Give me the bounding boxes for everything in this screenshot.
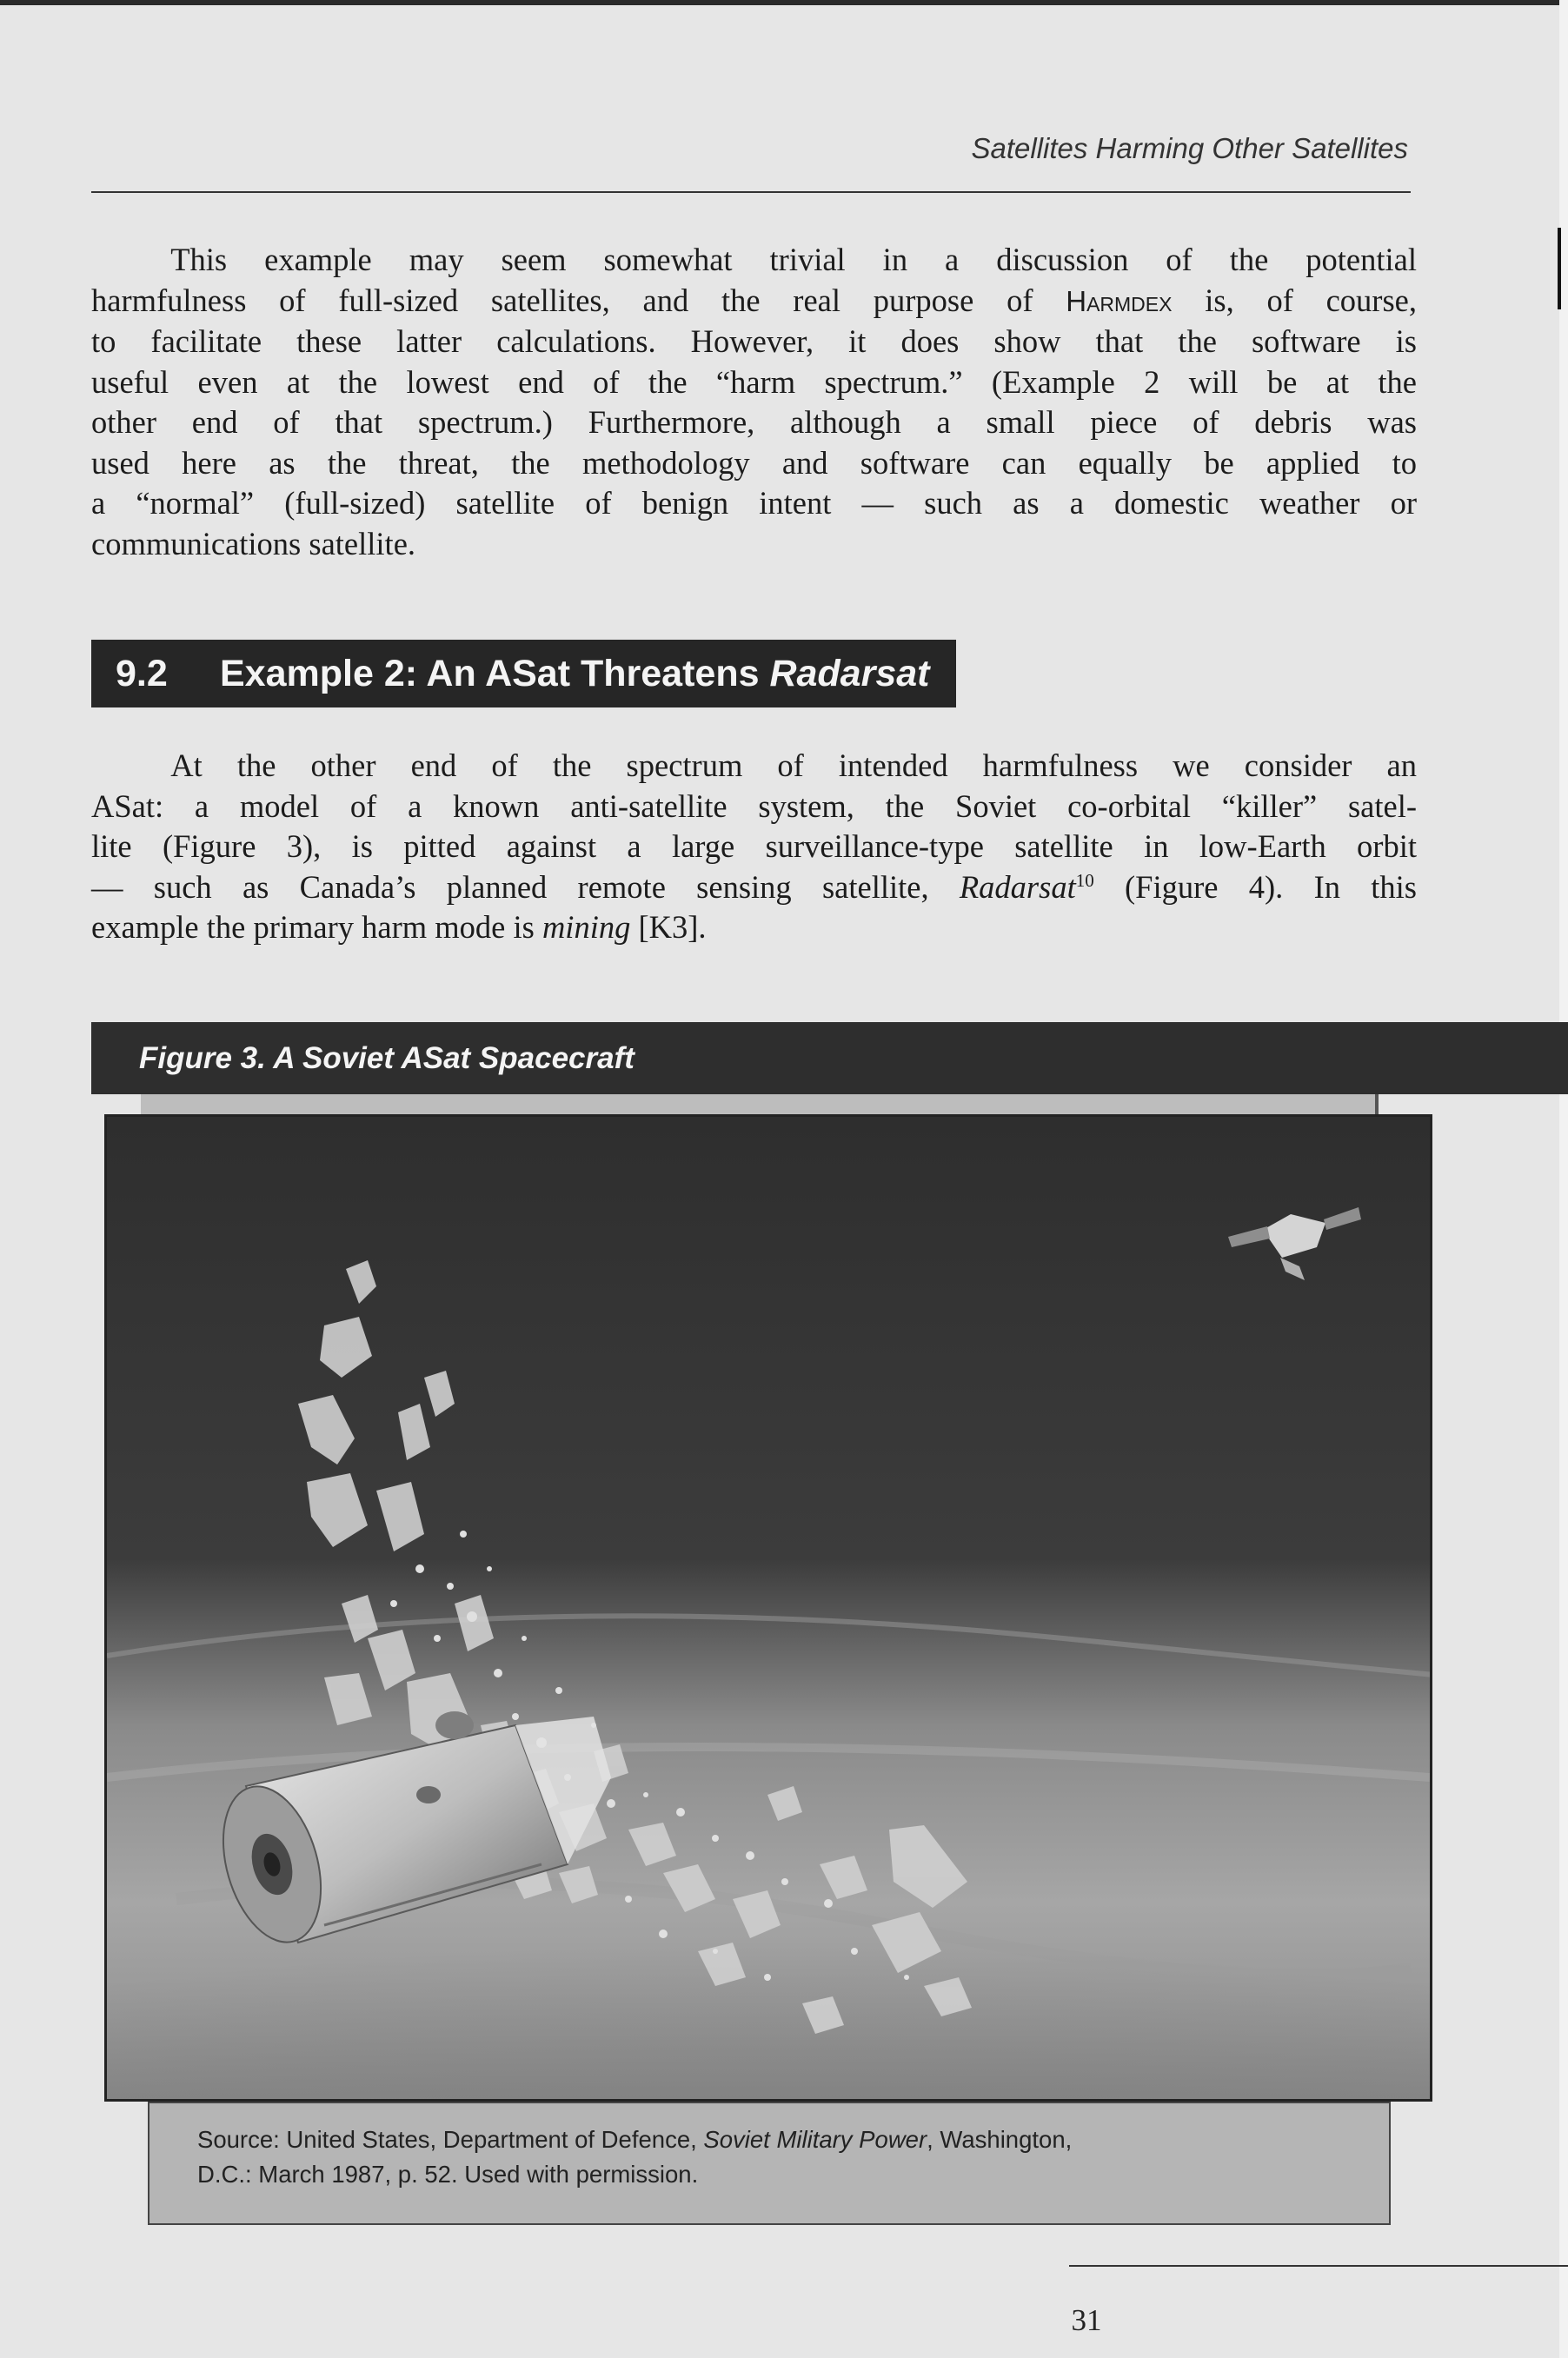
paragraph-line: This example may seem somewhat trivial in a discussion of the potential <box>170 242 1417 277</box>
asat-spacecraft-illustration <box>104 1114 1432 2102</box>
section-title: Example 2: An ASat Threatens Radarsat <box>220 653 930 694</box>
header-rule <box>91 191 1411 193</box>
paragraph-line: — such as Canada’s planned remote sensing satellite, Radarsat$^{10}$ (Figure 4). In this <box>91 868 1418 905</box>
change-bar-mark <box>1558 228 1561 309</box>
figure-caption: Figure 3. A Soviet ASat Spacecraft <box>91 1022 1568 1094</box>
paragraph-line: other end of that spectrum.) Furthermore, although a small piece of debris was <box>91 404 1417 440</box>
paragraph-line: used here as the threat, the methodology and software can equally be applied to <box>91 444 1417 481</box>
section-heading <box>91 640 956 707</box>
paragraph-line: ASat: a model of a known anti-satellite system, the Soviet co-orbital “killer” satel- <box>91 787 1417 824</box>
paragraph-line: useful even at the lowest end of the “harm spectrum.” (Example 2 will be at the <box>91 363 1417 400</box>
paragraph-line: to facilitate these latter calculations. However, it does show that the software is <box>91 323 1417 359</box>
page-top-edge <box>0 0 1568 5</box>
paragraph-line: harmfulness of full-sized satellites, and the real purpose of Harmdex is, of course, <box>91 282 1417 318</box>
paragraph-line: a “normal” (full-sized) satellite of benign intent — such as a domestic weather or <box>91 485 1417 521</box>
running-header: Satellites Harming Other Satellites <box>971 132 1408 164</box>
paragraph-1 <box>91 240 1417 564</box>
paragraph-line: At the other end of the spectrum of intended harmfulness we consider an <box>170 747 1417 783</box>
paragraph-line: lite (Figure 3), is pitted against a large surveillance-type satellite in low-Earth orbit <box>91 828 1417 864</box>
page-number: 31 <box>1071 2303 1102 2337</box>
page-right-edge <box>1559 0 1568 2358</box>
figure-source-note <box>148 2102 1391 2225</box>
harmdex-name: Harmdex <box>1066 284 1173 317</box>
source-line: D.C.: March 1987, p. 52. Used with permission. <box>197 2161 699 2188</box>
paragraph-line: communications satellite. <box>91 525 416 561</box>
footer-rule <box>1069 2265 1568 2267</box>
section-number: 9.2 <box>116 653 168 694</box>
source-line: Source: United States, Department of Defence, Soviet Military Power, Washington, <box>197 2126 1073 2153</box>
paragraph-line: example the primary harm mode is mining [K3]. <box>91 909 707 945</box>
paragraph-2 <box>91 746 1417 948</box>
